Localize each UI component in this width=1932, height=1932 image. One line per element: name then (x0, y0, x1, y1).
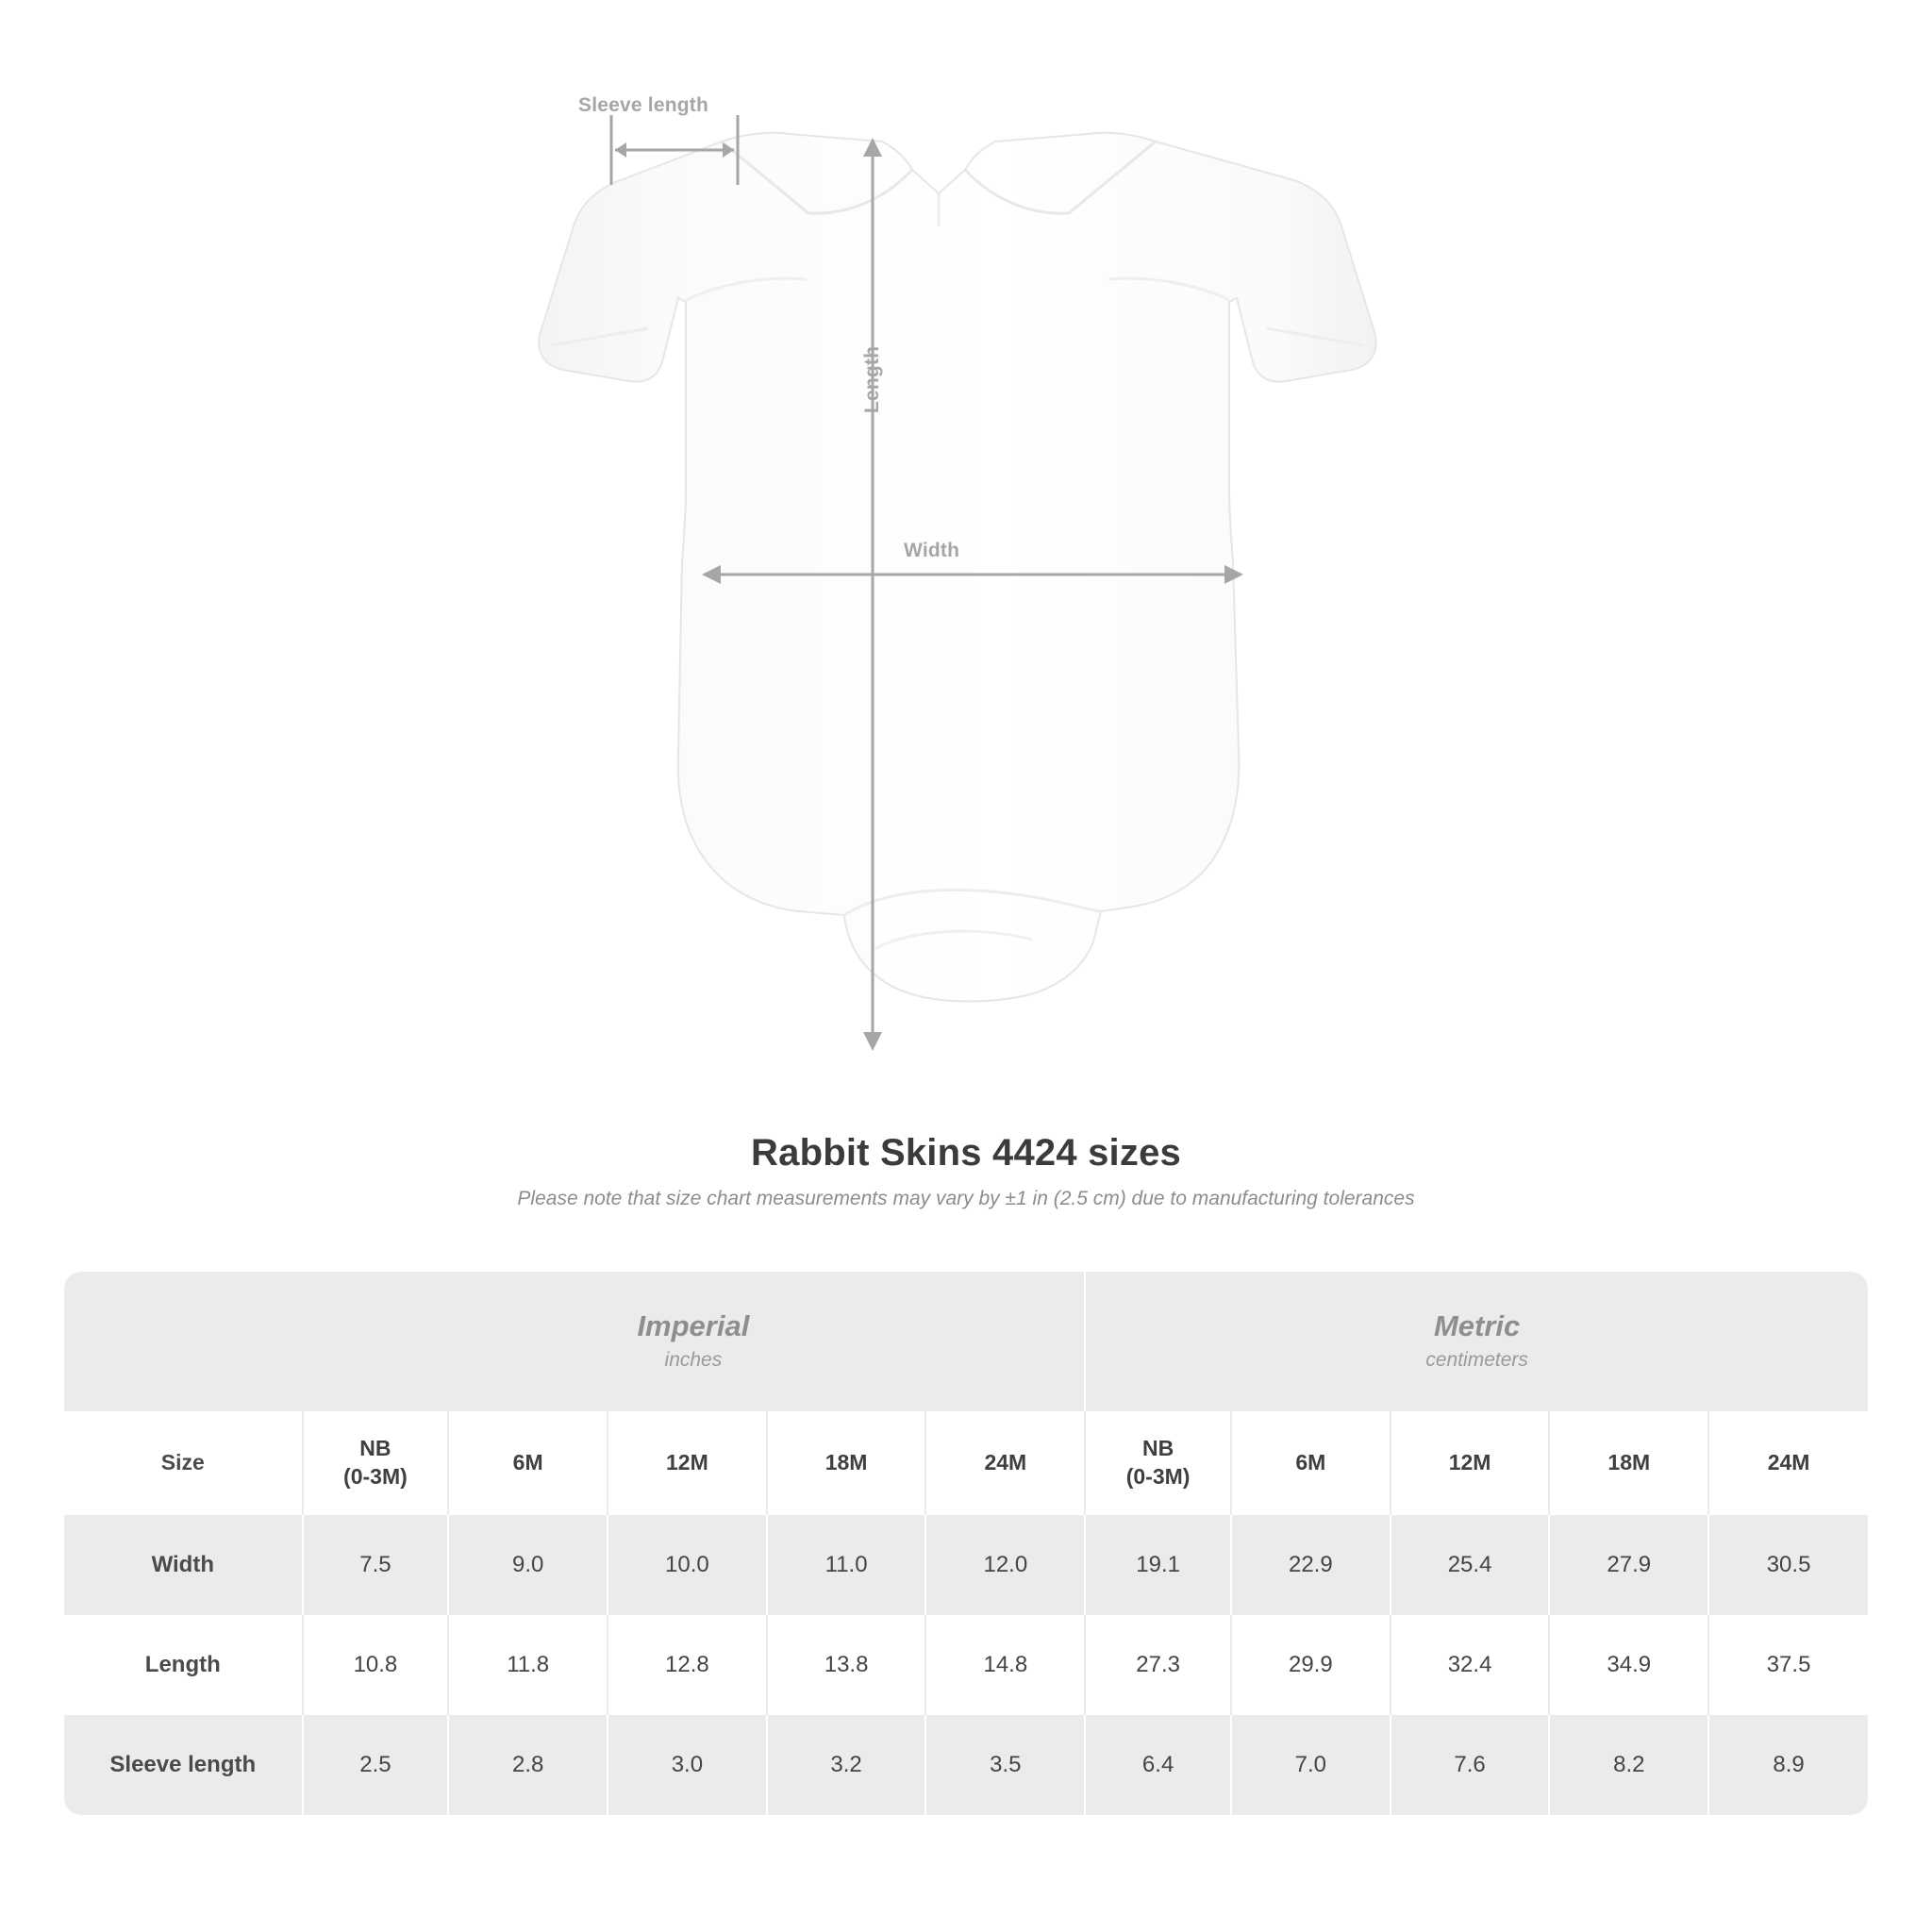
col-header-imperial-nb (303, 1411, 449, 1515)
col-header-imperial-24m: 24M (925, 1411, 1085, 1515)
col-header-metric-12m: 12M (1391, 1411, 1550, 1515)
cell-length-metric-18m: 34.9 (1549, 1615, 1708, 1715)
cell-sleeve-imperial-24m: 3.5 (925, 1715, 1085, 1815)
cell-length-metric-nb: 27.3 (1085, 1615, 1231, 1715)
col-header-metric-nb-sub: (0-3M) (1125, 1464, 1191, 1489)
row-header-length: Length (144, 1652, 221, 1677)
cell-length-imperial-nb: 10.8 (303, 1615, 449, 1715)
cell-sleeve-imperial-18m: 3.2 (767, 1715, 926, 1815)
sleeve-length-dimension-label: Sleeve length (578, 94, 708, 116)
size-table-container (64, 1272, 1868, 1815)
length-dimension-label: Length (861, 345, 883, 413)
cell-sleeve-metric-12m: 7.6 (1391, 1715, 1550, 1815)
col-header-imperial-nb-sub: (0-3M) (343, 1464, 408, 1489)
cell-width-imperial-6m: 9.0 (448, 1515, 608, 1615)
cell-length-imperial-12m: 12.8 (608, 1615, 767, 1715)
cell-width-imperial-nb: 7.5 (303, 1515, 449, 1615)
cell-width-metric-24m: 30.5 (1708, 1515, 1868, 1615)
unit-group-metric-name: Metric (1433, 1308, 1521, 1342)
unit-group-imperial-sub: inches (664, 1348, 723, 1371)
cell-length-metric-24m: 37.5 (1708, 1615, 1868, 1715)
cell-sleeve-metric-6m: 7.0 (1231, 1715, 1391, 1815)
col-header-imperial-12m: 12M (608, 1411, 767, 1515)
table-row (64, 1715, 1868, 1815)
size-column-header: Size (64, 1411, 303, 1515)
cell-width-metric-nb: 19.1 (1085, 1515, 1231, 1615)
cell-length-imperial-6m: 11.8 (448, 1615, 608, 1715)
cell-sleeve-imperial-nb: 2.5 (303, 1715, 449, 1815)
cell-length-imperial-18m: 13.8 (767, 1615, 926, 1715)
col-header-metric-18m: 18M (1549, 1411, 1708, 1515)
width-dimension-label: Width (904, 540, 960, 561)
cell-width-metric-18m: 27.9 (1549, 1515, 1708, 1615)
unit-header-row (64, 1272, 1868, 1411)
cell-sleeve-imperial-6m: 2.8 (448, 1715, 608, 1815)
cell-width-imperial-12m: 10.0 (608, 1515, 767, 1615)
cell-width-metric-6m: 22.9 (1231, 1515, 1391, 1615)
cell-width-metric-12m: 25.4 (1391, 1515, 1550, 1615)
table-corner-cell (64, 1272, 303, 1411)
col-header-metric-nb-label: NB (1141, 1436, 1174, 1461)
bodysuit-shape (539, 133, 1375, 1002)
title-block (0, 1132, 1932, 1210)
unit-group-imperial (303, 1272, 1086, 1411)
cell-width-imperial-18m: 11.0 (767, 1515, 926, 1615)
cell-length-metric-6m: 29.9 (1231, 1615, 1391, 1715)
cell-length-imperial-24m: 14.8 (925, 1615, 1085, 1715)
row-header-sleeve-length: Sleeve length (64, 1715, 303, 1815)
cell-sleeve-metric-nb: 6.4 (1085, 1715, 1231, 1815)
col-header-imperial-nb-label: NB (359, 1436, 391, 1461)
col-header-metric-nb (1085, 1411, 1231, 1515)
table-row (64, 1515, 1868, 1615)
unit-group-metric-sub: centimeters (1425, 1348, 1528, 1371)
cell-sleeve-imperial-12m: 3.0 (608, 1715, 767, 1815)
column-header-row (64, 1411, 1868, 1515)
cell-sleeve-metric-24m: 8.9 (1708, 1715, 1868, 1815)
size-table (64, 1272, 1868, 1815)
table-row (64, 1615, 1868, 1715)
unit-group-metric (1085, 1272, 1868, 1411)
row-header-width: Width (64, 1515, 303, 1615)
col-header-imperial-6m: 6M (448, 1411, 608, 1515)
cell-width-imperial-24m: 12.0 (925, 1515, 1085, 1615)
page-title: Rabbit Skins 4424 sizes (751, 1132, 1181, 1174)
cell-length-metric-12m: 32.4 (1391, 1615, 1550, 1715)
col-header-metric-24m: 24M (1708, 1411, 1868, 1515)
col-header-imperial-18m: 18M (767, 1411, 926, 1515)
col-header-metric-6m: 6M (1231, 1411, 1391, 1515)
cell-sleeve-metric-18m: 8.2 (1549, 1715, 1708, 1815)
tolerance-note: Please note that size chart measurements may vary by ±1 in (2.5 cm) due to manufacturing tolerances (517, 1188, 1415, 1209)
unit-group-imperial-name: Imperial (637, 1308, 750, 1342)
